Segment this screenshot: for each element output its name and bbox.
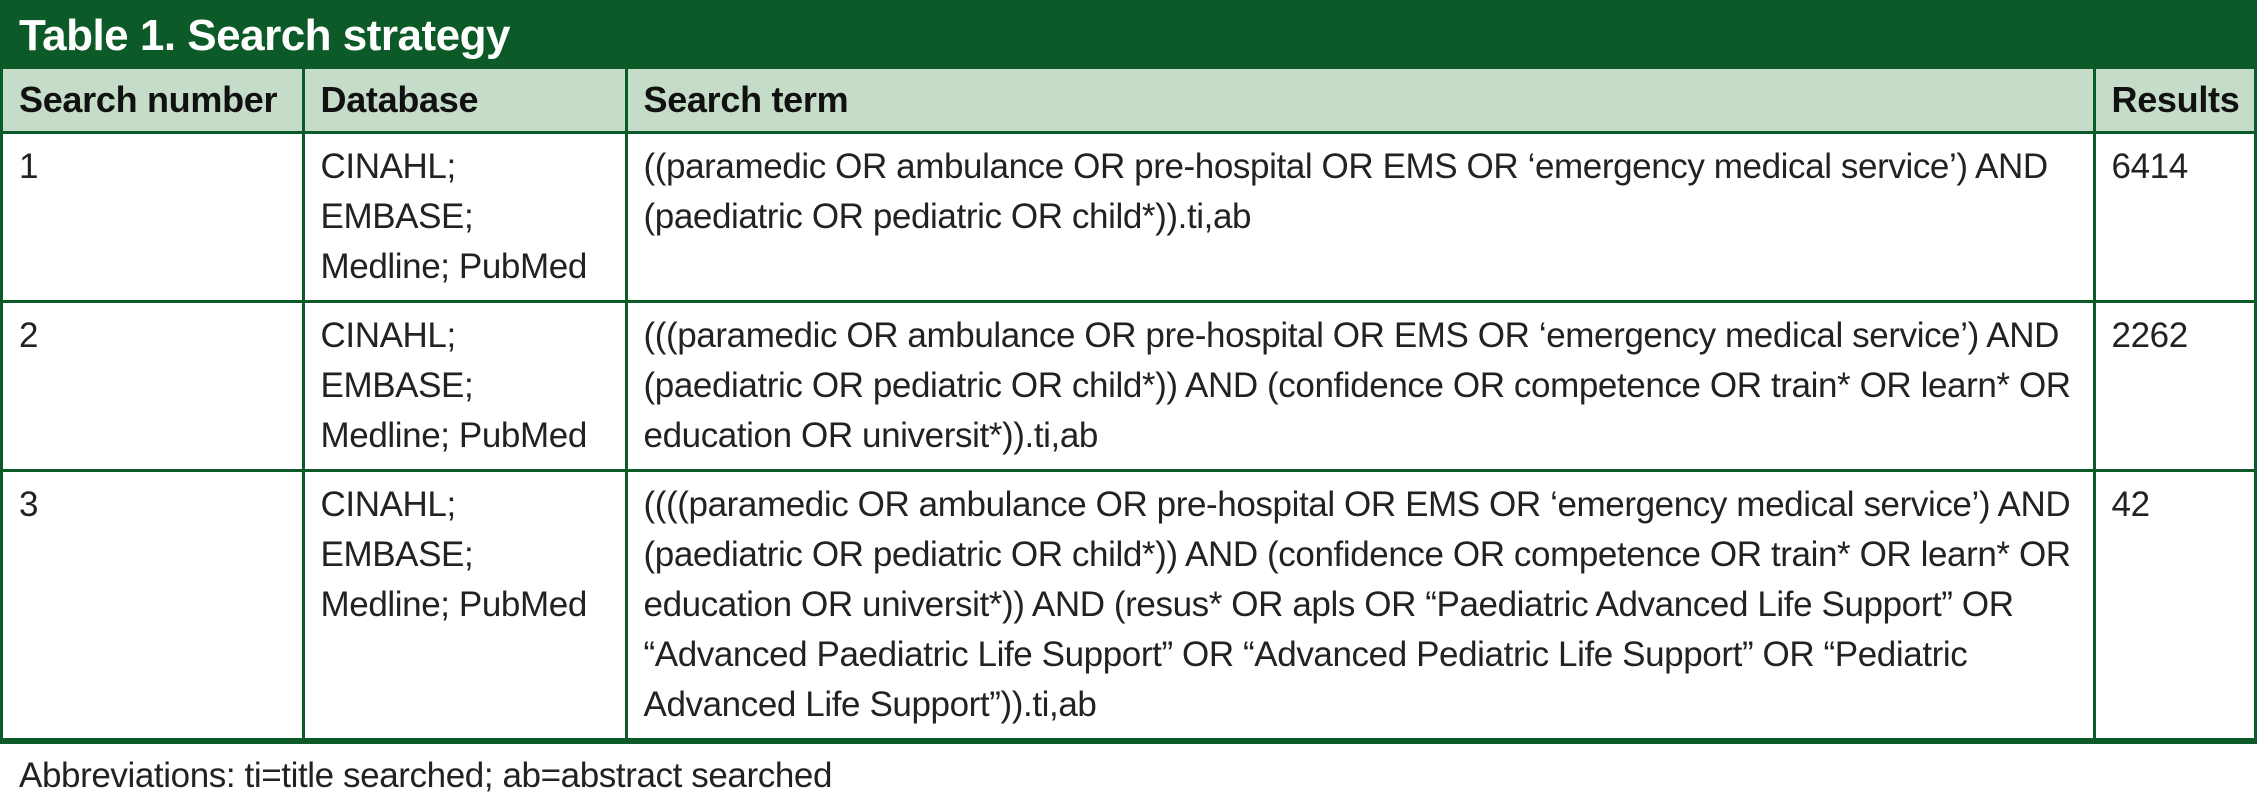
cell-database: CINAHL; EMBASE; Medline; PubMed: [303, 133, 626, 302]
column-header-search-number: Search number: [3, 69, 303, 133]
cell-database: CINAHL; EMBASE; Medline; PubMed: [303, 302, 626, 471]
data-table: [3, 69, 2254, 741]
table-row: [3, 471, 2254, 740]
cell-search-term: ((((paramedic OR ambulance OR pre-hospital OR EMS OR ‘emergency medical service’) AND (paediatric OR pediatric OR child*)) AND (confidence OR competence OR train* OR learn* OR education OR universit*)) AND (resus* OR apls OR “Paediatric Advanced Life Support” OR “Advanced Paediatric Life Support” OR “Advanced Pediatric Life Support” OR “Pediatric Advanced Life Support”)).ti,ab: [626, 471, 2094, 740]
cell-results: 2262: [2094, 302, 2254, 471]
column-header-database: Database: [303, 69, 626, 133]
header-row: [3, 69, 2254, 133]
cell-search-term: (((paramedic OR ambulance OR pre-hospital OR EMS OR ‘emergency medical service’) AND (paediatric OR pediatric OR child*)) AND (confidence OR competence OR train* OR learn* OR education OR universit*)).ti,ab: [626, 302, 2094, 471]
cell-results: 42: [2094, 471, 2254, 740]
cell-database: CINAHL; EMBASE; Medline; PubMed: [303, 471, 626, 740]
cell-search-number: 1: [3, 133, 303, 302]
cell-search-term: ((paramedic OR ambulance OR pre-hospital OR EMS OR ‘emergency medical service’) AND (paediatric OR pediatric OR child*)).ti,ab: [626, 133, 2094, 302]
table-row: [3, 302, 2254, 471]
table-title: Table 1. Search strategy: [3, 3, 2254, 69]
table-footnote: Abbreviations: ti=title searched; ab=abstract searched: [19, 756, 833, 795]
column-header-search-term: Search term: [626, 69, 2094, 133]
column-header-results: Results: [2094, 69, 2254, 133]
cell-search-number: 3: [3, 471, 303, 740]
table-row: [3, 133, 2254, 302]
cell-search-number: 2: [3, 302, 303, 471]
cell-results: 6414: [2094, 133, 2254, 302]
